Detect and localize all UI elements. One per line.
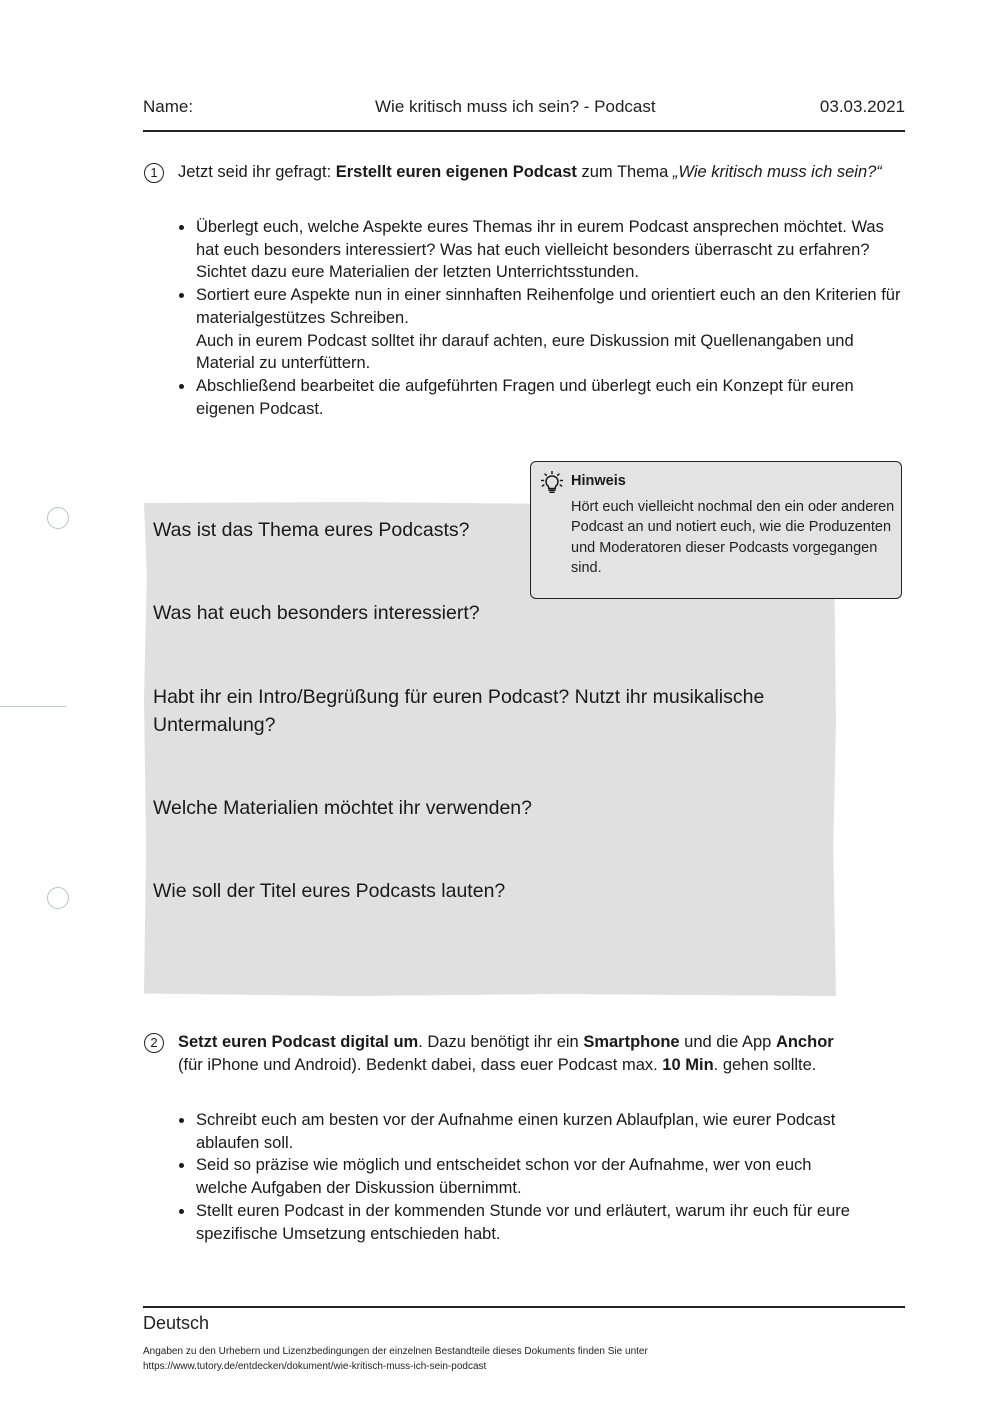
task-1-intro-topic: „Wie kritisch muss ich sein?“ (672, 163, 882, 181)
task-1-intro-middle: zum Thema (576, 163, 673, 181)
list-item: Abschließend bearbeitet die aufgeführten Fragen und überlegt euch ein Konzept für euren eigenen Podcast. (196, 375, 906, 420)
task-number-2: 2 (144, 1033, 164, 1053)
task-2-bullet-list (196, 1109, 856, 1245)
question-3: Habt ihr ein Intro/Begrüßung für euren Podcast? Nutzt ihr musikalische Untermalung? (153, 686, 765, 736)
document-title: Wie kritisch muss ich sein? - Podcast (375, 97, 656, 116)
list-item: Schreibt euch am besten vor der Aufnahme einen kurzen Ablaufplan, wie eurer Podcast ablaufen soll. (196, 1109, 856, 1154)
question-5: Wie soll der Titel eures Podcasts lauten? (153, 880, 506, 902)
lightbulb-icon (541, 471, 563, 495)
punch-hole-mark-top (47, 507, 69, 529)
footer-divider (143, 1306, 905, 1308)
question-2: Was hat euch besonders interessiert? (153, 602, 480, 624)
footer-license-note (143, 1344, 648, 1374)
hint-title: Hinweis (571, 473, 626, 489)
hint-body: Hört euch vielleicht nochmal den ein oder anderen Podcast an und notiert euch, wie die Produzenten und Moderatoren dieser Podcasts vorgegangen sind. (571, 499, 895, 576)
list-item: Überlegt euch, welche Aspekte eures Themas ihr in eurem Podcast ansprechen möchtet. Was hat euch besonders interessiert? Was hat euch vielleicht besonders überrascht zu erfahren? Sichtet dazu eure Materialien der letzten Unterrichtsstunden. (196, 216, 906, 284)
task-number-1: 1 (144, 163, 164, 183)
question-1: Was ist das Thema eures Podcasts? (153, 519, 470, 541)
question-4: Welche Materialien möchtet ihr verwenden? (153, 797, 532, 819)
task-2-intro: Setzt euren Podcast digital um. Dazu benötigt ihr ein Smartphone und die App Anchor (für iPhone und Android). Bedenkt dabei, dass euer Podcast max. 10 Min. gehen sollte. (178, 1033, 834, 1074)
task-1-bullet-2-extra: Auch in eurem Podcast solltet ihr darauf achten, eure Diskussion mit Quellenangaben und Material zu unterfüttern. (196, 331, 854, 373)
punch-hole-mark-bottom (47, 887, 69, 909)
footer-note-text: Angaben zu den Urhebern und Lizenzbedingungen der einzelnen Bestandteile dieses Dokuments finden Sie unter (143, 1346, 648, 1357)
task-1-intro-prefix: Jetzt seid ihr gefragt: (178, 163, 336, 181)
footer-note-link[interactable]: https://www.tutory.de/entdecken/dokument/wie-kritisch-muss-ich-sein-podcast (143, 1361, 487, 1372)
list-item: Sortiert eure Aspekte nun in einer sinnhaften Reihenfolge und orientiert euch an den Kriterien für materialgestützes Schreiben. Auch in eurem Podcast solltet ihr darauf achten, eure Diskussion mit Quellenangaben und Material zu unterfüttern. (196, 284, 906, 375)
list-item: Seid so präzise wie möglich und entscheidet schon vor der Aufnahme, wer von euch welche Aufgaben der Diskussion übernimmt. (196, 1154, 856, 1199)
page-header (143, 94, 905, 132)
fold-mark (0, 706, 66, 707)
task-1-intro (178, 161, 903, 184)
list-item: Stellt euren Podcast in der kommenden Stunde vor und erläutert, warum ihr euch für eure spezifische Umsetzung entschieden habt. (196, 1200, 856, 1245)
task-1-bullet-list (196, 216, 906, 420)
document-date: 03.03.2021 (819, 97, 905, 116)
hint-box (530, 461, 902, 599)
task-1-intro-bold: Erstellt euren eigenen Podcast (335, 163, 577, 181)
name-label: Name: (143, 97, 194, 116)
footer-subject: Deutsch (143, 1313, 210, 1333)
